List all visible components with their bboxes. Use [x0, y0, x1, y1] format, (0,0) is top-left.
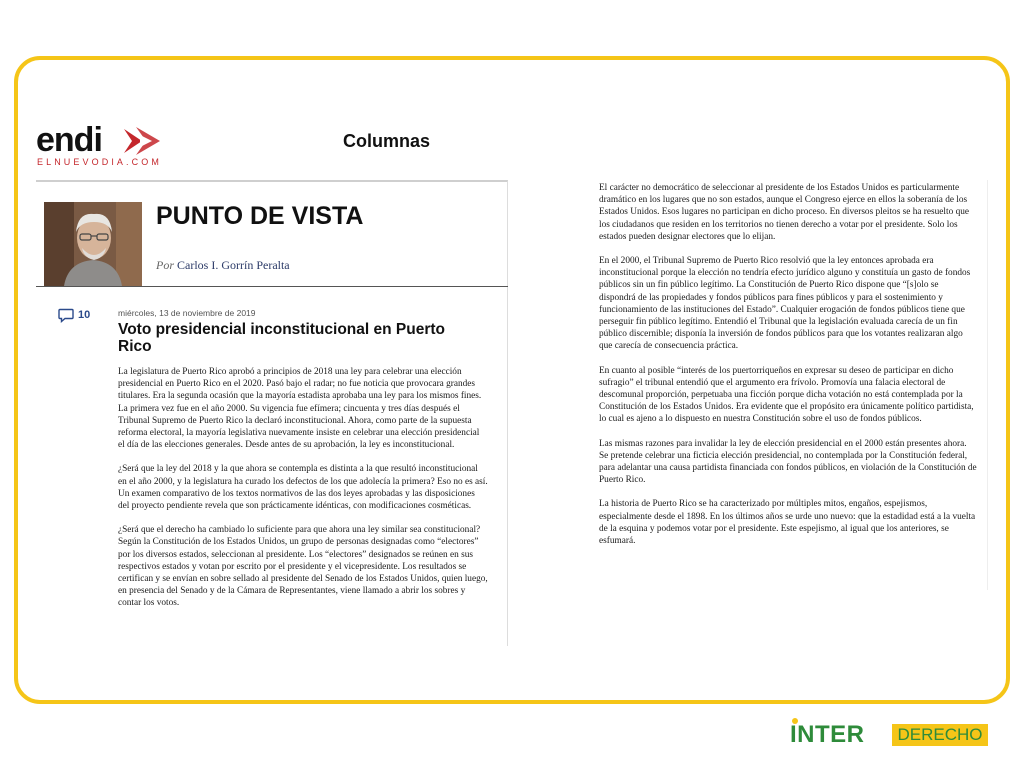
byline-prefix: Por [156, 258, 174, 272]
logo-subtext: ELNUEVODIA.COM [37, 157, 162, 167]
article-headline: Voto presidencial inconstitucional en Puerto Rico [118, 321, 445, 355]
star-logo-icon [122, 125, 162, 157]
comment-count: 10 [78, 309, 91, 321]
paragraph: La historia de Puerto Rico se ha caracterizado por múltiples mitos, engaños, espejismos, especialmente desde el 1898. En los últimos años se urde uno nuevo: que la estadidad está a la vuelta de la esquina y podemos votar por el presidente. Este espejismo, al igual que los anteriores, se esfumará. [599, 499, 976, 547]
clipping-right [590, 180, 988, 590]
clipping-left [36, 180, 508, 646]
paragraph: En cuanto al posible “interés de los puertorriqueños en expresar su deseo de participar en dicho sufragio” el tribunal entendió que el argumento era frívolo. Promovía una falacia electoral de descomunal proporción, perpetuaba una ficción porque dicha votación no está contemplada por la Constitución de los Estados Unidos. Era evidente que el propósito era únicamente político partidista, lo cual es ajeno a lo dispuesto en nuestra Constitución sobre el uso de fondos públicos. [599, 365, 974, 425]
paragraph: La legislatura de Puerto Rico aprobó a principios de 2018 una ley para celebrar una elección presidencial en Puerto Rico en el 2020. Pasó bajo el radar; no fue noticia que provocara grandes titulares. Era la segunda ocasión que la mayoría estadista aprobaba una ley para los mismos fines. La primera vez fue en el año 2000. Su vigencia fue efímera; cincuenta y tres días después el Tribunal Supremo de Puerto Rico la declaró inconstitucional. Ahora, como parte de la supuesta reforma electoral, la mayoría legislativa nuevamente insiste en celebrar una elección presidencial el día de las elecciones generales. Desde antes de su aprobación, la ley es inconstitucional. [118, 367, 482, 451]
article-body-right [599, 182, 977, 559]
divider [36, 286, 508, 287]
brand-primary: INTER [790, 721, 865, 748]
author-photo [44, 202, 142, 286]
comment-count-link[interactable] [58, 308, 94, 324]
column-section-name: PUNTO DE VISTA [156, 202, 364, 230]
paragraph: ¿Será que el derecho ha cambiado lo suficiente para que ahora una ley similar sea constitucional? Según la Constitución de los Estados Unidos, un grupo de personas designadas como “electores” por los diversos estados, seleccionan al presidente. Los “electores” designados se reúnen en sus respectivos estados y votan por escrito por el presidente y el vicepresidente. Los resultados se certifican y se envían en sobre sellado al presidente del Senado de los Estados Unidos, quien luego, en presencia del Senado y de la Cámara de Representantes, viene llamado a abrir los sobres y contar los votos. [118, 525, 488, 609]
author-portrait [44, 202, 142, 286]
author-name[interactable]: Carlos I. Gorrín Peralta [177, 258, 290, 272]
article-date: miércoles, 13 de noviembre de 2019 [118, 308, 256, 318]
logo-wordmark: endi [36, 121, 102, 159]
endi-logo [36, 123, 166, 169]
brand-secondary: DERECHO [892, 724, 988, 746]
paragraph: En el 2000, el Tribunal Supremo de Puerto Rico resolvió que la ley entonces aprobada era inconstitucional porque la elección no tendría efecto jurídico alguno y constituía un gasto de fondos públicos sin un fin público legítimo. La Constitución de Puerto Rico dispone que “[s]olo se dispondrá de las propiedades y fondos públicos para fines públicos y para el sostenimiento y funcionamiento de las instituciones del Estado”. Cualquier erogación de fondos públicos tiene que perseguir fin público legítimo. Entendió el Tribunal que la legislación evaluada carecía de un fin público discernible; disponía la inversión de fondos públicos para que los votantes realizaran algo que carecía de consecuencia práctica. [599, 256, 971, 352]
paragraph: Las mismas razones para invalidar la ley de elección presidencial en el 2000 están presentes ahora. Se pretende celebrar una ficticia elección presidencial, no contemplada por la Constitución federal, para adelantar una causa partidista financiada con fondos públicos, en violación de la Constitución de Puerto Rico. [599, 438, 977, 486]
section-title: Columnas [343, 131, 431, 151]
inter-derecho-logo [790, 723, 990, 747]
byline [156, 258, 290, 272]
comment-icon [58, 308, 74, 323]
article-body-left [118, 366, 488, 622]
paragraph: El carácter no democrático de seleccionar al presidente de los Estados Unidos es particularmente dramático en los lugares que no son estados, aunque el Congreso ejerce en ellos la soberanía de los Estados Unidos. Esos lugares no participan en dicho proceso. En diversos pleitos se ha resuelto que los ciudadanos que residen en los territorios no tienen derecho a votar por el presidente. Solo los estados pueden designar electores que lo elijan. [599, 183, 969, 242]
paragraph: ¿Será que la ley del 2018 y la que ahora se contempla es distinta a la que resultó inconstitucional en el año 2000, y la legislatura ha curado los defectos de los que adolecía la primera? Eso no es así. Un examen comparativo de los textos normativos de las dos leyes aprobadas y las disposiciones del proyecto pendiente revela que son prácticamente idénticas, con modificaciones cosméticas. [118, 464, 488, 512]
